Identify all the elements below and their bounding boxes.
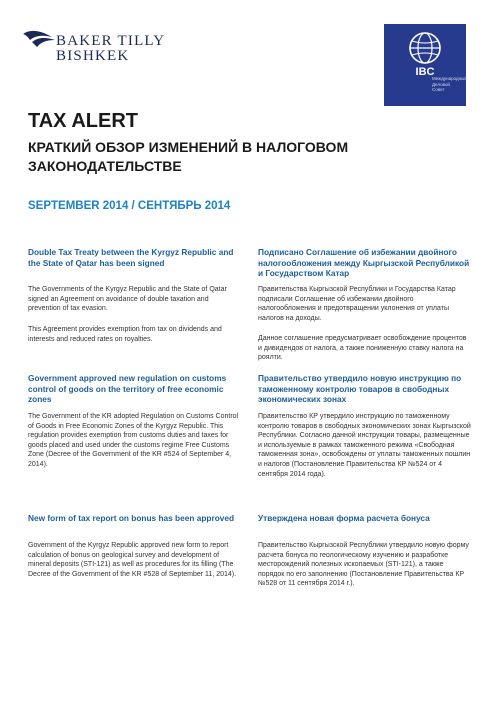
section-paragraph: Government of the Kyrgyz Republic approved new form to report calculation of bonus on geological survey and development of mineral deposits (STI-121) as well as procedures for its filling (The Decree of the Government of the KR #528 of September 11, 2014). bbox=[28, 542, 237, 578]
ibc-label: IBC bbox=[415, 66, 435, 78]
section-paragraph: Правительство Кыргызской Республики утвердило новую форму расчета бонуса по геологическому изучению и разработке месторождений полезных ископаемых (STI-121), а также порядок по его заполнению (Постановление Правительства КР №528 от 11 сентября 2014 г.). bbox=[258, 542, 469, 588]
ibc-logo bbox=[384, 24, 466, 106]
section-heading: Утверждена новая форма расчета бонуса bbox=[258, 513, 430, 523]
section-paragraph: Правительства Кыргызской Республики и Государства Катар подписали Соглашение об избежании двойного налогообложения и предотвращении уклонения от уплаты налогов на доходы. bbox=[258, 286, 456, 322]
section-heading: New form of tax report on bonus has been approved bbox=[28, 513, 235, 523]
baker-tilly-logo bbox=[22, 28, 182, 76]
globe-icon bbox=[398, 31, 452, 65]
section-paragraph: The Government of the KR adopted Regulation on Customs Control of Goods in Free Economic Zones of the Kyrgyz Republic. This regulation provides exemption from customs duties and taxes for goods placed and used under the customs regime Free Customs Zone (Decree of the Government of the KR #524 of September 4, 2014). bbox=[28, 413, 239, 468]
ibc-subtext: Международный Деловой Совет bbox=[432, 76, 467, 92]
page-title: TAX ALERT bbox=[28, 110, 138, 132]
section-paragraph: This Agreement provides exemption from tax on dividends and interests and reduced rates on royalties. bbox=[28, 326, 222, 343]
bird-logo-icon bbox=[22, 28, 58, 50]
section-heading: Подписано Соглашение об избежании двойного налогообложения между Кыргызской Республикой и Государством Катар bbox=[258, 247, 470, 278]
section-paragraph: Правительство КР утвердило инструкцию по таможенному контролю товаров в свободных экономических зонах Кыргызской Республики. Согласно данной инструкции товары, размещенные и используемые в рамках таможенного режима «Свободная таможенная зона», освобождены от уплаты таможенных пошлин и налогов (Постановление Правительства КР №524 от 4 сентября 2014 года). bbox=[258, 413, 471, 478]
issue-date: SEPTEMBER 2014 / СЕНТЯБРЬ 2014 bbox=[28, 200, 231, 212]
logo-line-2: BISHKEK bbox=[56, 48, 130, 64]
section-heading: Double Tax Treaty between the Kyrgyz Republic and the State of Qatar has been signed bbox=[28, 247, 234, 268]
section-paragraph: The Governments of the Kyrgyz Republic and the State of Qatar signed an Agreement on avoidance of double taxation and prevention of tax evasion. bbox=[28, 286, 227, 313]
section-heading: Правительство утвердило новую инструкцию по таможенному контролю товаров в свободных экономических зонах bbox=[258, 373, 462, 404]
section-paragraph: Данное соглашение предусматривает освобождение процентов и дивидендов от налога, а также пониженную ставку налога на роялти. bbox=[258, 335, 467, 362]
page-subtitle: КРАТКИЙ ОБЗОР ИЗМЕНЕНИЙ В НАЛОГОВОМ ЗАКОНОДАТЕЛЬСТВЕ bbox=[28, 139, 349, 174]
section-heading: Government approved new regulation on customs control of goods on the territory of free economic zones bbox=[28, 373, 227, 404]
logo-line-1: BAKER TILLY bbox=[56, 33, 166, 49]
